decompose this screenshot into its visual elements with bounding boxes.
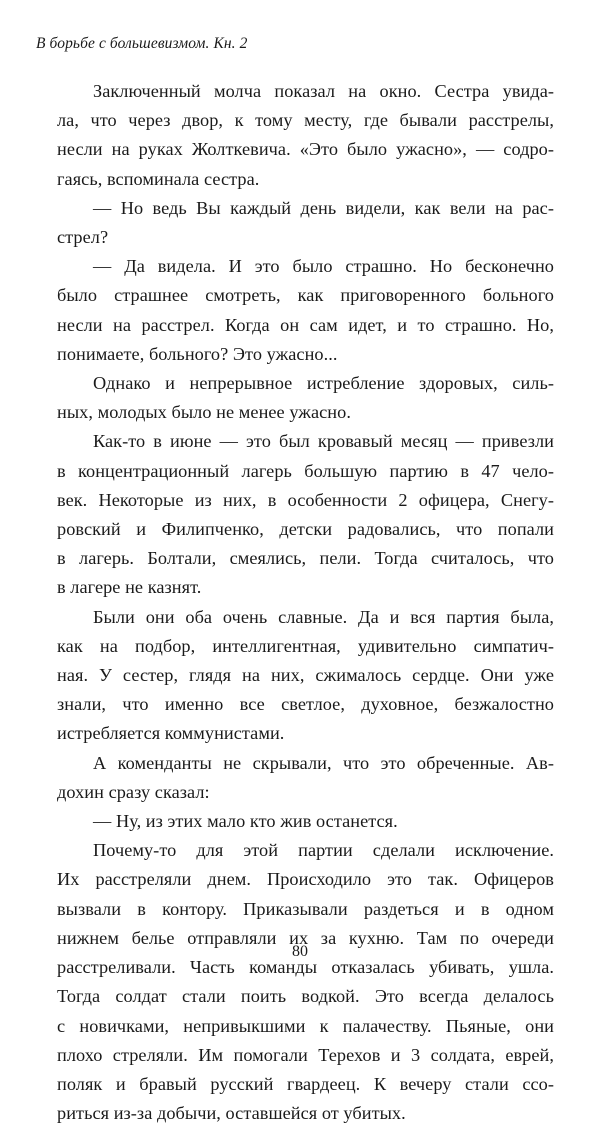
text-line: знали, что именно все светлое, духовное, безжалостно bbox=[57, 694, 554, 715]
text-line: стрел? bbox=[57, 227, 109, 248]
text-line: век. Некоторые из них, в особенности 2 офицера, Снегу- bbox=[57, 489, 554, 510]
page-number: 80 bbox=[292, 943, 308, 960]
text-line: с новичками, непривыкшими к палачеству. Пьяные, они bbox=[57, 1015, 554, 1036]
text-line: — Но ведь Вы каждый день видели, как вели на рас- bbox=[93, 197, 554, 218]
text-line: вызвали в контору. Приказывали раздеться и в одном bbox=[57, 898, 554, 919]
text-line: как на подбор, интеллигентная, удивительно симпатич- bbox=[57, 635, 554, 656]
text-line: расстреливали. Часть команды отказалась убивать, ушла. bbox=[57, 957, 554, 978]
text-line: Были они оба очень славные. Да и вся партия была, bbox=[93, 606, 554, 627]
text-line: в концентрационный лагерь большую партию в 47 чело- bbox=[57, 460, 554, 481]
text-line: несли на руках Жолткевича. «Это было ужасно», — содро- bbox=[57, 139, 554, 160]
text-line: ровский и Филипченко, детски радовались, что попали bbox=[57, 519, 554, 540]
text-line: понимаете, больного? Это ужасно... bbox=[57, 343, 338, 364]
text-line: ных, молодых было не менее ужасно. bbox=[57, 402, 351, 423]
text-line: в лагере не казнят. bbox=[57, 577, 202, 598]
text-line: гаясь, вспоминала сестра. bbox=[57, 168, 260, 189]
text-line: плохо стреляли. Им помогали Терехов и 3 солдата, еврей, bbox=[57, 1044, 554, 1065]
text-line: — Да видела. И это было страшно. Но бесконечно bbox=[93, 256, 554, 277]
text-line: нижнем белье отправляли их за кухню. Там по очереди bbox=[57, 927, 554, 948]
text-line: ла, что через двор, к тому месту, где бывали расстрелы, bbox=[57, 110, 554, 131]
text-line: Как-то в июне — это был кровавый месяц — привезли bbox=[93, 431, 554, 452]
text-line: поляк и бравый русский гвардеец. К вечеру стали ссо- bbox=[57, 1073, 554, 1094]
text-line: дохин сразу сказал: bbox=[57, 781, 210, 802]
text-line: Тогда солдат стали поить водкой. Это всегда делалось bbox=[57, 986, 554, 1007]
text-line: Почему-то для этой партии сделали исключение. bbox=[93, 840, 554, 861]
text-line: Их расстреляли днем. Происходило это так. Офицеров bbox=[57, 869, 554, 890]
text-line: А коменданты не скрывали, что это обреченные. Ав- bbox=[93, 752, 554, 773]
text-line: риться из-за добычи, оставшейся от убитых. bbox=[57, 1103, 406, 1124]
text-line: Заключенный молча показал на окно. Сестра увида- bbox=[93, 81, 554, 101]
running-head-title: В борьбе с большевизмом. Кн. 2 bbox=[36, 35, 248, 52]
text-line: Однако и непрерывное истребление здоровых, силь- bbox=[93, 373, 554, 394]
body-text bbox=[57, 77, 554, 1128]
text-line: ная. У сестер, глядя на них, сжималось сердце. Они уже bbox=[57, 665, 554, 686]
text-line: несли на расстрел. Когда он сам идет, и то страшно. Но, bbox=[57, 314, 554, 335]
text-line: истребляется коммунистами. bbox=[57, 723, 285, 744]
text-line: в лагерь. Болтали, смеялись, пели. Тогда считалось, что bbox=[57, 548, 554, 569]
text-line: было страшнее смотреть, как приговоренного больного bbox=[57, 285, 554, 306]
text-line: — Ну, из этих мало кто жив останется. bbox=[93, 811, 398, 832]
